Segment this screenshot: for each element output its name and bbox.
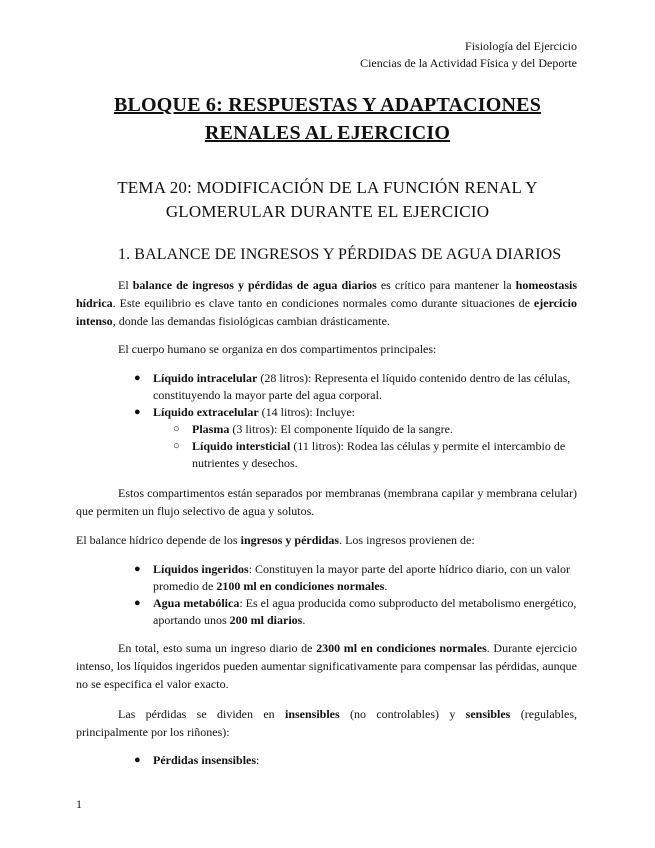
page-number: 1 — [76, 797, 82, 811]
bold-run: Líquido intracelular — [153, 371, 258, 385]
bold-run: 2300 ml en condiciones normales — [316, 641, 487, 655]
paragraph-losses — [76, 705, 577, 741]
text-run: : Es el agua producida como subproducto del metabolismo energético, aportando unos — [153, 596, 577, 627]
text-run: (no controlables) y — [339, 707, 466, 721]
text-run: . — [302, 613, 306, 627]
bold-run: Líquido extracelular — [153, 405, 259, 419]
hollow-bullet-icon: ○ — [173, 423, 180, 435]
bold-run: Líquidos ingeridos — [153, 562, 249, 576]
text-run: (14 litros): Incluye: — [258, 405, 355, 419]
sub-list-item — [76, 438, 577, 472]
paragraph-balance — [76, 531, 577, 549]
text-run: : Constituyen la mayor parte del aporte hídrico diario, con un valor promedio de — [153, 562, 570, 593]
bold-run: 2100 ml en condiciones normales — [216, 579, 385, 593]
text-run: : — [256, 753, 260, 767]
block-title-line2: RENALES AL EJERCICIO — [204, 122, 451, 144]
text-run: . Este equilibrio es clave tanto en condiciones normales como durante situaciones de — [112, 296, 534, 310]
list-item — [76, 595, 577, 629]
bold-run: Plasma — [192, 422, 230, 436]
bold-run: Líquido intersticial — [192, 439, 291, 453]
text-run: , donde las demandas fisiológicas cambian drásticamente. — [112, 314, 390, 328]
text-run: El — [118, 278, 133, 292]
text-run: El balance hídrico depende de los — [76, 533, 241, 547]
paragraph-intro — [76, 276, 577, 330]
block-title — [60, 91, 595, 147]
header-degree: Ciencias de la Actividad Física y del Deporte — [360, 56, 577, 70]
losses-list — [76, 752, 577, 769]
bullet-icon: ● — [134, 597, 141, 609]
header-course: Fisiología del Ejercicio — [465, 39, 577, 53]
list-item — [76, 561, 577, 595]
bullet-icon: ● — [134, 372, 141, 384]
bold-run: balance de ingresos y pérdidas de agua diarios — [132, 278, 377, 292]
list-item — [76, 370, 577, 404]
bold-run: Agua metabólica — [153, 596, 240, 610]
bullet-icon: ● — [134, 754, 141, 766]
text-run: es crítico para mantener la — [376, 278, 516, 292]
bold-run: ejercicio intenso — [76, 296, 577, 328]
sub-list-item — [76, 421, 577, 438]
list-item — [76, 752, 577, 769]
text-run: . Los ingresos provienen de: — [339, 533, 475, 547]
text-run: (11 litros): Rodea las células y permite el intercambio de nutrientes y desechos. — [192, 439, 566, 470]
block-title-line1: BLOQUE 6: RESPUESTAS Y ADAPTACIONES — [113, 94, 542, 116]
bold-run: ingresos y pérdidas — [240, 533, 340, 547]
running-header — [360, 38, 577, 72]
bullet-icon: ● — [134, 563, 141, 575]
text-run: (regulables, principalmente por los riñones): — [76, 707, 578, 739]
paragraph-compartments: El cuerpo humano se organiza en dos compartimentos principales: — [118, 342, 437, 356]
text-run: . — [384, 579, 388, 593]
bullet-icon: ● — [134, 406, 141, 418]
section-heading: 1. BALANCE DE INGRESOS Y PÉRDIDAS DE AGUA DIARIOS — [118, 246, 562, 263]
text-run: (28 litros): Representa el líquido contenido dentro de las células, constituyendo la mayor parte del agua corporal. — [153, 371, 571, 402]
bold-run: Pérdidas insensibles — [153, 753, 257, 767]
paragraph-total-intake — [76, 639, 577, 693]
bold-run: 200 ml diarios — [229, 613, 303, 627]
text-run: . Durante ejercicio intenso, los líquidos ingeridos pueden aumentar significativamente para compensar las pérdidas, aunque no se especifica el valor exacto. — [76, 641, 577, 691]
compartments-list — [76, 370, 577, 472]
bold-run: homeostasis hídrica — [76, 278, 577, 310]
hollow-bullet-icon: ○ — [173, 440, 180, 452]
bold-run: sensibles — [465, 707, 511, 721]
topic-title-line2: GLOMERULAR DURANTE EL EJERCICIO — [165, 202, 490, 221]
text-run: Las pérdidas se dividen en — [118, 707, 285, 721]
topic-title-line1: TEMA 20: MODIFICACIÓN DE LA FUNCIÓN RENAL Y — [117, 178, 538, 197]
paragraph-membranes: Estos compartimentos están separados por membranas (membrana capilar y membrana celular) que permiten un flujo selectivo de agua y solutos. — [76, 486, 577, 518]
text-run: En total, esto suma un ingreso diario de — [118, 641, 317, 655]
intake-list — [76, 561, 577, 629]
text-run: (3 litros): El componente líquido de la sangre. — [229, 422, 453, 436]
bold-run: insensibles — [284, 707, 340, 721]
list-item — [76, 404, 577, 421]
topic-title — [60, 176, 595, 224]
